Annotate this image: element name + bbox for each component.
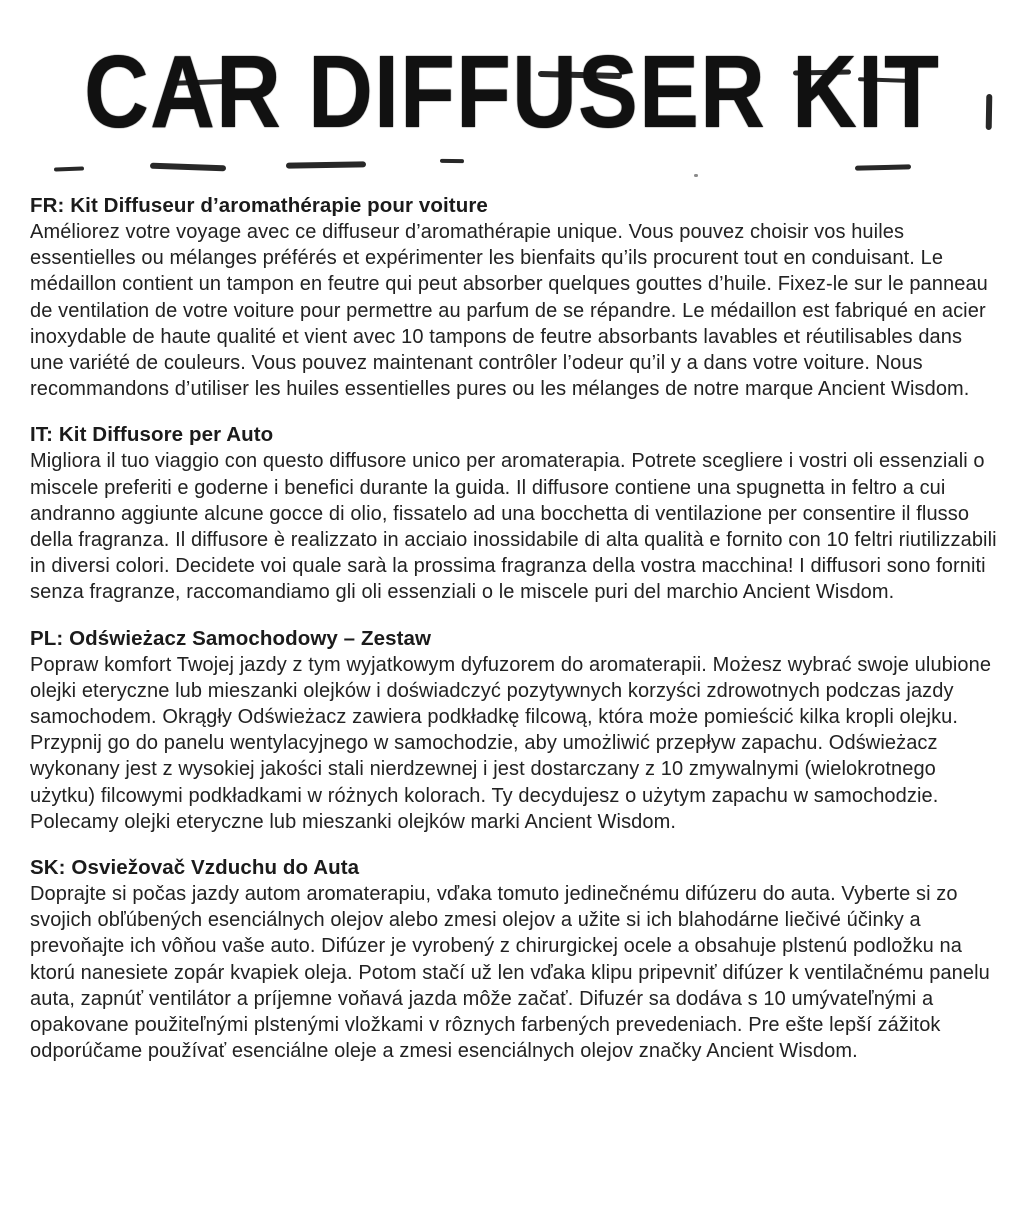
section-it <box>30 421 998 605</box>
section-pl <box>30 625 998 835</box>
section-pl-body: Popraw komfort Twojej jazdy z tym wyjatkowym dyfuzorem do aromaterapii. Możesz wybrać swoje ulubione olejki eteryczne lub mieszanki olejków i doświadczyć pozytywnych korzyści zdrowotnych podczas jazdy samochodem. Okrągły Odświeżacz zawiera podkładkę filcową, która może pomieścić kilka kropli olejku. Przypnij go do panelu wentylacyjnego w samochodzie, aby umożliwić przepływ zapachu. Odświeżacz wykonany jest z wysokiej jakości stali nierdzewnej i jest dostarczany z 10 zmywalnymi (wielokrotnego użytku) filcowymi podkładkami w różnych kolorach. Ty decydujesz o użytym zapachu w samochodzie. Polecamy olejki eteryczne lub mieszanki olejków marki Ancient Wisdom. <box>30 653 992 833</box>
section-sk <box>30 854 998 1064</box>
page-title: CAR DIFFUSER KIT <box>84 36 940 150</box>
ink-smudge <box>54 166 84 171</box>
stray-ink-mark <box>986 94 993 130</box>
section-pl-heading: PL: Odświeżacz Samochodowy – Zestaw <box>30 626 432 650</box>
section-fr <box>30 192 998 402</box>
section-fr-body: Améliorez votre voyage avec ce diffuseur d’aromathérapie unique. Vous pouvez choisir vos huiles essentielles ou mélanges préférés et expérimenter les bienfaits qu’ils procurent tout en conduisant. Le médaillon contient un tampon en feutre qui peut absorber quelques gouttes d’huile. Fixez-le sur le panneau de ventilation de votre voiture pour permettre au parfum de se répandre. Le médaillon est fabriqué en acier inoxydable de haute qualité et vient avec 10 tampons de feutre absorbants lavables et réutilisables dans une variété de couleurs. Vous pouvez maintenant contrôler l’odeur qu’il y a dans votre voiture. Nous recommandons d’utiliser les huiles essentielles pures ou les mélanges de notre marque Ancient Wisdom. <box>30 221 988 401</box>
ink-dot <box>694 174 698 177</box>
section-it-heading: IT: Kit Diffusore per Auto <box>30 423 274 447</box>
section-sk-heading: SK: Osviežovač Vzduchu do Auta <box>30 856 360 880</box>
product-description <box>30 192 998 1083</box>
section-fr-heading: FR: Kit Diffuseur d’aromathérapie pour voiture <box>30 194 488 217</box>
section-it-body: Migliora il tuo viaggio con questo diffusore unico per aromaterapia. Potrete scegliere i vostri oli essenziali o miscele preferiti e goderne i benefici durante la guida. Il diffusore contiene una spugnetta in feltro a cui andranno aggiunte alcune gocce di olio, fissatelo ad una bocchetta di ventilazione per consentire il flusso della fragranza. Il diffusore è realizzato in acciaio inossidabile di alta qualità e fornito con 10 feltri riutilizzabili in diversi colori. Decidete voi quale sarà la prossima fragranza della vostra macchina! I diffusori sono forniti senza fragranze, raccomandiamo gli oli essenziali o le miscele puri del marchio Ancient Wisdom. <box>30 450 997 604</box>
title-banner <box>0 28 1024 158</box>
section-sk-body: Doprajte si počas jazdy autom aromaterapiu, vďaka tomuto jedinečnému difúzeru do auta. Vyberte si zo svojich obľúbených esenciálnych olejov alebo zmesi olejov a užite si ich blahodárne liečivé účinky a prevoňajte ich vôňou vaše auto. Difúzer je vyrobený z chirurgickej ocele a obsahuje plstenú podložku na ktorú nanesiete zopár kvapiek oleja. Potom stačí už len vďaka klipu pripevniť difúzer k ventilačnému panelu auta, zapnúť ventilátor a príjemne voňavá jazda môže začať. Difuzér sa dodáva s 10 umývateľnými a opakovane použiteľnými plstenými vložkami v rôznych farbených prevedeniach. Pre ešte lepší zážitok odporúčame používať esenciálne oleje a zmesi esenciálnych olejov značky Ancient Wisdom. <box>30 883 990 1063</box>
